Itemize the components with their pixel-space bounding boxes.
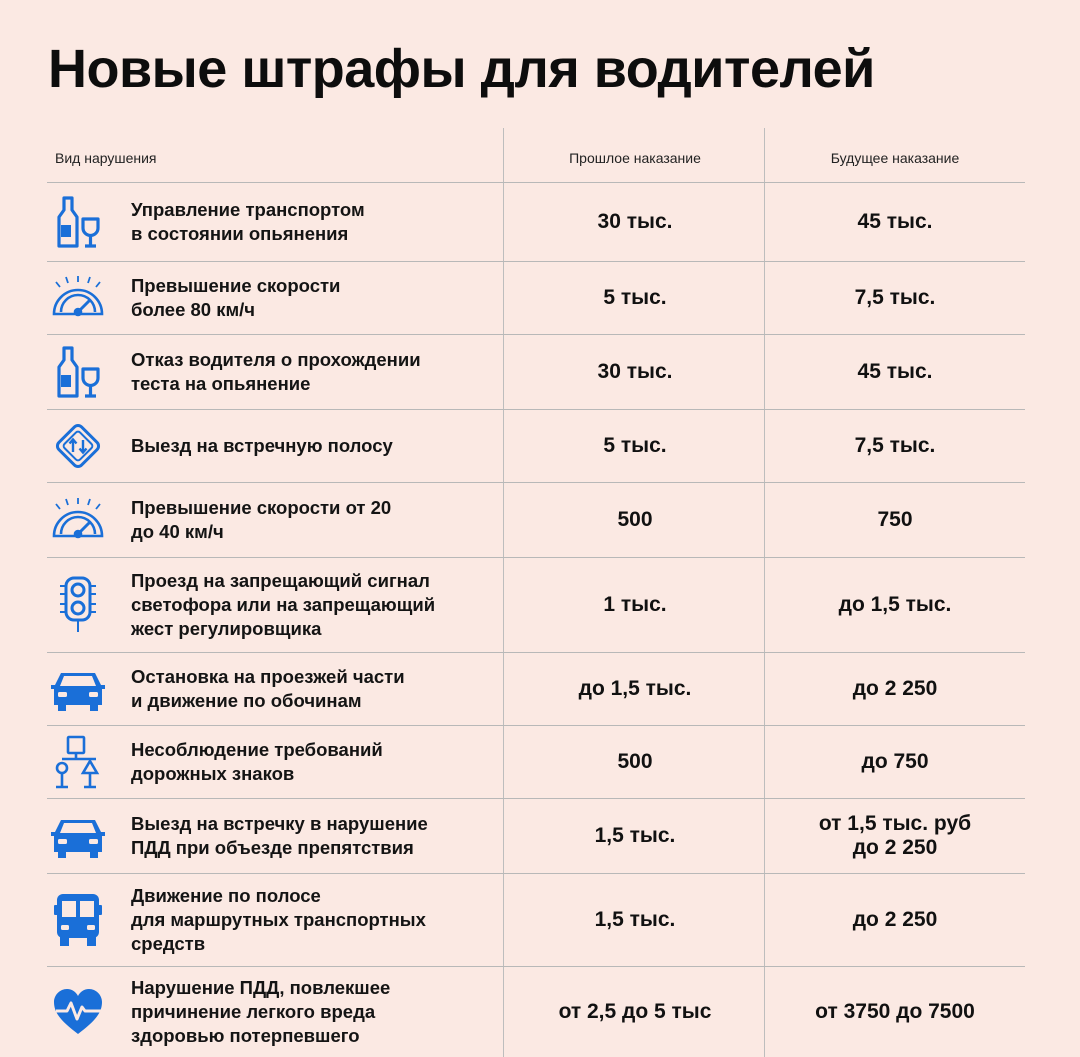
table-row xyxy=(47,262,1025,335)
page-title: Новые штрафы для водителей xyxy=(48,39,875,99)
future-penalty: от 3750 до 7500 xyxy=(815,1000,975,1023)
past-penalty: 1,5 тыс. xyxy=(594,908,676,931)
past-penalty: 1,5 тыс. xyxy=(594,824,676,847)
future-penalty: до 2 250 xyxy=(852,908,938,931)
table-row xyxy=(47,726,1025,799)
past-penalty: 5 тыс. xyxy=(603,434,667,457)
table-row xyxy=(47,874,1025,967)
header-violation: Вид нарушения xyxy=(55,150,157,166)
table-body xyxy=(47,183,1025,1057)
table-row xyxy=(47,410,1025,483)
alcohol-icon xyxy=(47,195,109,249)
past-penalty: от 2,5 до 5 тыс xyxy=(558,1000,712,1023)
violation-label: Движение по полосе для маршрутных транспортных средств xyxy=(131,885,426,954)
past-penalty: 30 тыс. xyxy=(597,210,673,233)
table-row xyxy=(47,799,1025,874)
past-penalty: 5 тыс. xyxy=(603,286,667,309)
violation-label: Проезд на запрещающий сигнал светофора или на запрещающий жест регулировщика xyxy=(131,570,436,639)
car-icon xyxy=(47,809,109,863)
header-past: Прошлое наказание xyxy=(569,150,701,166)
future-penalty: 7,5 тыс. xyxy=(854,286,936,309)
past-penalty: 30 тыс. xyxy=(597,360,673,383)
future-penalty: до 750 xyxy=(861,750,929,773)
fines-table xyxy=(47,128,1025,1057)
car-icon xyxy=(47,662,109,716)
violation-label: Выезд на встречку в нарушение ПДД при объезде препятствия xyxy=(131,813,428,858)
traffic-light-icon xyxy=(47,578,109,632)
table-row xyxy=(47,967,1025,1057)
violation-label: Превышение скорости более 80 км/ч xyxy=(131,275,341,320)
future-penalty: 45 тыс. xyxy=(857,360,933,383)
table-row xyxy=(47,483,1025,558)
table-header xyxy=(47,128,1025,183)
header-future: Будущее наказание xyxy=(830,150,960,166)
past-penalty: 500 xyxy=(617,750,653,773)
table-row xyxy=(47,183,1025,262)
road-signs-icon xyxy=(47,735,109,789)
future-penalty: 750 xyxy=(877,508,913,531)
violation-label: Остановка на проезжей части и движение по обочинам xyxy=(131,666,405,711)
future-penalty: от 1,5 тыс. руб до 2 250 xyxy=(818,812,972,859)
violation-label: Превышение скорости от 20 до 40 км/ч xyxy=(131,497,392,542)
heart-pulse-icon xyxy=(47,985,109,1039)
bus-icon xyxy=(47,893,109,947)
future-penalty: до 1,5 тыс. xyxy=(838,593,952,616)
table-row xyxy=(47,653,1025,726)
speedometer-icon xyxy=(47,493,109,547)
past-penalty: до 1,5 тыс. xyxy=(578,677,692,700)
table-row xyxy=(47,335,1025,410)
future-penalty: 7,5 тыс. xyxy=(854,434,936,457)
speedometer-icon xyxy=(47,271,109,325)
violation-label: Нарушение ПДД, повлекшее причинение легкого вреда здоровью потерпевшего xyxy=(131,977,391,1046)
violation-label: Отказ водителя о прохождении теста на опьянение xyxy=(131,349,421,394)
violation-label: Несоблюдение требований дорожных знаков xyxy=(131,739,383,784)
violation-label: Выезд на встречную полосу xyxy=(131,435,393,456)
violation-label: Управление транспортом в состоянии опьянения xyxy=(131,199,365,244)
past-penalty: 1 тыс. xyxy=(603,593,667,616)
alcohol-icon xyxy=(47,345,109,399)
past-penalty: 500 xyxy=(617,508,653,531)
table-row xyxy=(47,558,1025,653)
oncoming-lane-icon xyxy=(47,419,109,473)
future-penalty: до 2 250 xyxy=(852,677,938,700)
future-penalty: 45 тыс. xyxy=(857,210,933,233)
